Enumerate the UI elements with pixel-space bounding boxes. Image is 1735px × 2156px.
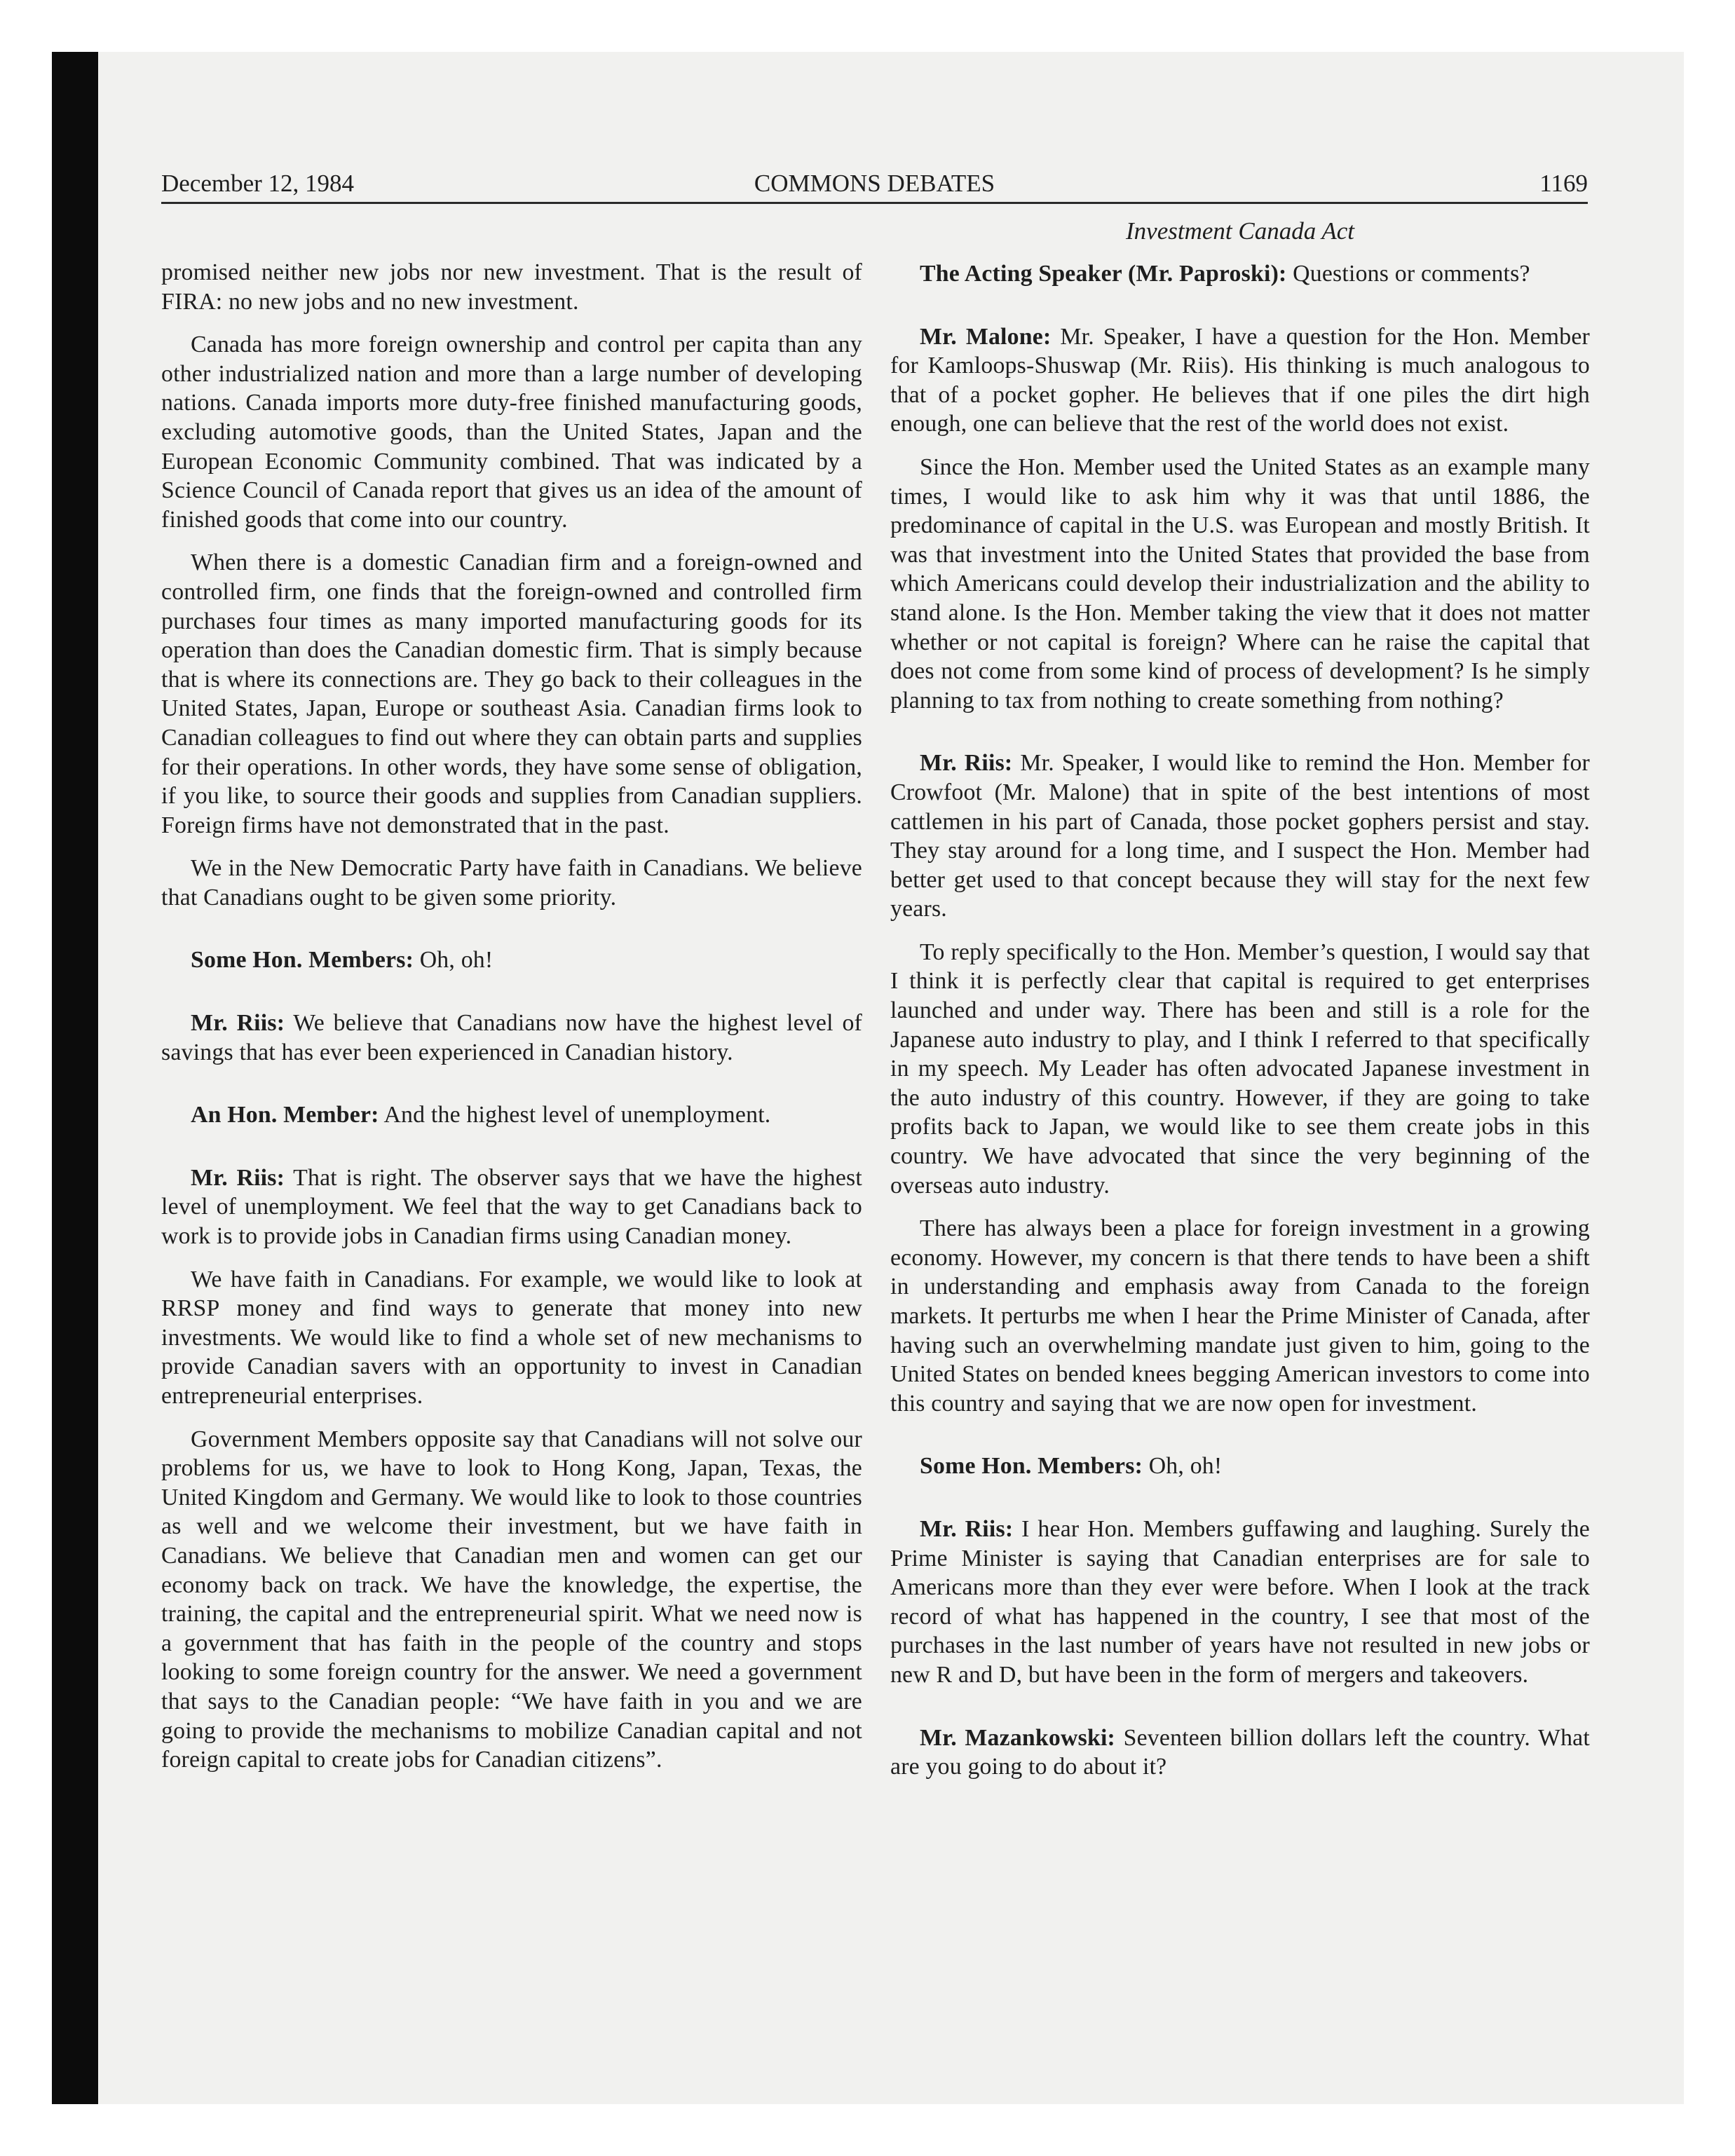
header-rule: [161, 202, 1588, 204]
paragraph: [890, 1214, 1590, 1418]
speech: [890, 1452, 1590, 1481]
speaker-name: Mr. Riis:: [920, 750, 1013, 777]
speech-text: And the highest level of unemployment.: [383, 1102, 771, 1128]
left-column: [161, 258, 862, 1789]
speech-text: Questions or comments?: [1293, 261, 1530, 287]
header-title: COMMONS DEBATES: [754, 170, 995, 197]
header-date: December 12, 1984: [161, 170, 355, 197]
paragraph: [890, 938, 1590, 1200]
speech-text: We believe that Canadians now have the highest level of savings that has ever been experienced in Canadian history.: [161, 1010, 863, 1065]
speaker-name: An Hon. Member:: [191, 1102, 379, 1128]
paragraph-text: We in the New Democratic Party have faith in Canadians. We believe that Canadians ought to be given some priority.: [161, 855, 862, 910]
speech: [161, 1009, 862, 1067]
page-header: [161, 165, 1588, 202]
speech: [890, 749, 1590, 924]
paragraph: [161, 1425, 862, 1775]
speech-text: Seventeen billion dollars left the country. What are you going to do about it?: [890, 1724, 1590, 1780]
paragraph-text: When there is a domestic Canadian firm and a foreign-owned and controlled firm, one finds that the foreign-owned and controlled firm purchases four times as many imported manufacturing goods for its operation than does the Canadian domestic firm. That is simply because that is where its connections are. They go back to their colleagues in the United States, Japan, Europe or southeast Asia. Canadian firms look to Canadian colleagues to find out where they can obtain parts and supplies for their operations. In other words, they have some sense of obligation, if you like, to source their goods and supplies from Canadian suppliers. Foreign firms have not demonstrated that in the past.: [161, 550, 862, 838]
paragraph: [890, 453, 1590, 715]
paragraph-text: Government Members opposite say that Canadians will not solve our problems for us, we have to look to Hong Kong, Japan, Texas, the United Kingdom and Germany. We would like to look to those countries as well and we welcome their investment, but we have faith in Canadians. We believe that Canadian men and women can get our economy back on track. We have the knowledge, the expertise, the training, the capital and the entrepreneurial spirit. What we need now is a government that has faith in the people of the country and stops looking to some foreign country for the answer. We need a government that says to the Canadian people: “We have faith in you and we are going to provide the mechanisms to mobilize Canadian capital and not foreign capital to create jobs for Canadian citizens”.: [161, 1426, 862, 1773]
speaker-name: The Acting Speaker (Mr. Paproski):: [920, 261, 1287, 287]
speaker-name: Some Hon. Members:: [920, 1453, 1143, 1480]
speaker-name: Mr. Malone:: [920, 323, 1052, 350]
header-page-number: 1169: [1539, 170, 1588, 197]
paragraph-text: Canada has more foreign ownership and control per capita than any other industrialized nation and more than a large number of developing nations. Canada imports more duty-free finished manufacturing goods, excluding automotive goods, than the United States, Japan and the European Economic Community combined. That was indicated by a Science Council of Canada report that gives us an idea of the amount of finished goods that come into our country.: [161, 332, 862, 533]
speech: [890, 259, 1590, 289]
right-column: [890, 216, 1590, 1796]
paragraph-text: To reply specifically to the Hon. Member’s question, I would say that I think it is perfectly clear that capital is required to get enterprises launched and under way. There has been and still is a role for the Japanese auto industry to play, and I think I referred to that specifically in my speech. My Leader has often advocated Japanese investment in the auto industry of this country. However, if they are going to take profits back to Japan, we would like to see them create jobs in this country. We have advocated that since the very beginning of the overseas auto industry.: [890, 939, 1590, 1199]
speaker-name: Mr. Riis:: [191, 1164, 285, 1191]
speech: [890, 322, 1590, 439]
speech: [161, 946, 862, 975]
speaker-name: Mr. Riis:: [920, 1515, 1014, 1542]
paragraph: [161, 548, 862, 840]
speech: [161, 1164, 862, 1251]
speaker-name: Mr. Mazankowski:: [920, 1724, 1116, 1751]
speech-text: Oh, oh!: [1148, 1453, 1223, 1480]
speech-text: Mr. Speaker, I would like to remind the Hon. Member for Crowfoot (Mr. Malone) that in spite of the best intentions of most cattlemen in his part of Canada, those pocket gophers persist and stay. They stay around for a long time, and I suspect the Hon. Member had better get used to that concept because they will stay for the next few years.: [890, 750, 1590, 922]
paragraph: [161, 854, 862, 912]
paragraph-text: promised neither new jobs nor new investment. That is the result of FIRA: no new jobs and no new investment.: [161, 259, 862, 315]
scan-binding-edge: [52, 52, 98, 2104]
speech: [161, 1100, 862, 1130]
speech: [890, 1515, 1590, 1690]
speech-text: That is right. The observer says that we have the highest level of unemployment. We feel that the way to get Canadians back to work is to provide jobs in Canadian firms using Canadian money.: [161, 1164, 862, 1250]
speaker-name: Mr. Riis:: [191, 1010, 285, 1037]
paragraph: [161, 330, 862, 534]
running-head: Investment Canada Act: [1126, 217, 1354, 245]
speech-text: Mr. Speaker, I have a question for the Hon. Member for Kamloops-Shuswap (Mr. Riis). His thinking is much analogous to that of a pocket gopher. He believes that if one piles the dirt high enough, one can believe that the rest of the world does not exist.: [890, 323, 1590, 437]
paragraph-text: There has always been a place for foreign investment in a growing economy. However, my concern is that there tends to have been a shift in understanding and emphasis away from Canada to the foreign markets. It perturbs me when I hear the Prime Minister of Canada, after having such an overwhelming mandate just given to him, going to the United States on bended knees begging American investors to come into this country and saying that we are now open for investment.: [890, 1215, 1590, 1417]
speech-text: I hear Hon. Members guffawing and laughing. Surely the Prime Minister is saying that Canadian enterprises are for sale to Americans more than they ever were before. When I look at the track record of what has happened in the country, I see that most of the purchases in the last number of years have not resulted in new jobs or new R and D, but have been in the form of mergers and takeovers.: [890, 1515, 1591, 1688]
paragraph-text: We have faith in Canadians. For example, we would like to look at RRSP money and find ways to generate that money into new investments. We would like to find a whole set of new mechanisms to provide Canadian savers with an opportunity to invest in Canadian entrepreneurial enterprises.: [161, 1266, 862, 1409]
paragraph: [161, 1265, 862, 1411]
paragraph: [161, 258, 862, 316]
paragraph-text: Since the Hon. Member used the United States as an example many times, I would like to ask him why it was that until 1886, the predominance of capital in the U.S. was European and mostly British. It was that investment into the United States that provided the base from which Americans could develop their industrialization and the ability to stand alone. Is the Hon. Member taking the view that it does not matter whether or not capital is foreign? Where can he raise the capital that does not come from some kind of process of development? Is he simply planning to tax from nothing to create something from nothing?: [890, 453, 1590, 714]
speaker-name: Some Hon. Members:: [191, 947, 414, 974]
speech: [890, 1724, 1590, 1782]
speech-text: Oh, oh!: [419, 947, 494, 974]
